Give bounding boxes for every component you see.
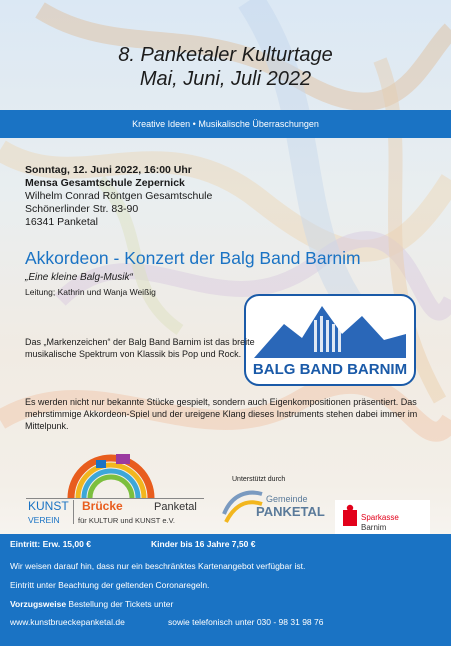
event-date: Sonntag, 12. Juni 2022, 16:00 Uhr — [25, 164, 192, 176]
sparkasse-text-1: Sparkasse — [361, 513, 399, 522]
kunstbruecke-logo — [26, 446, 204, 526]
verein-text: VEREIN — [28, 515, 60, 525]
gemeinde-text: Gemeinde — [266, 494, 308, 504]
event-city: 16341 Panketal — [25, 216, 98, 228]
price-adult: Eintritt: Erw. 15,00 € — [10, 539, 91, 549]
gemeinde-name: PANKETAL — [256, 504, 325, 519]
order-note-rest: Bestellung der Tickets unter — [66, 599, 174, 609]
panketal-text: Panketal — [154, 501, 197, 513]
kunst-tagline: für KULTUR und KUNST e.V. — [78, 516, 175, 525]
ticket-info-box — [0, 534, 451, 646]
event-school: Wilhelm Conrad Röntgen Gesamtschule — [25, 190, 213, 202]
sparkasse-text-2: Barnim — [361, 523, 387, 532]
tagline-banner: Kreative Ideen • Musikalische Überraschungen — [0, 110, 451, 138]
gemeinde-panketal-logo — [222, 480, 332, 524]
description-paragraph-2: Es werden nicht nur bekannte Stücke gespielt, sondern auch Eigenkompositionen präsentiert. Das mehrstimmige Akkordeon-Spiel und der ureigene Klang dieses Instruments stehen dabei immer im Mittelpunk. — [25, 397, 418, 432]
supported-by-label: Unterstützt durch — [232, 476, 286, 483]
event-street: Schönerlinder Str. 83-90 — [25, 203, 139, 215]
note-limited-tickets: Wir weisen darauf hin, dass nur ein beschränktes Kartenangebot verfügbar ist. — [10, 561, 306, 571]
balg-band-logo-text: BALG BAND BARNIM — [252, 361, 408, 378]
concert-leitung: Leitung; Kathrin und Wanja Weißig — [25, 287, 156, 297]
concert-title: Akkordeon - Konzert der Balg Band Barnim — [25, 248, 361, 268]
price-child: Kinder bis 16 Jahre 7,50 € — [151, 539, 256, 549]
website-link[interactable]: www.kunstbrueckepanketal.de — [10, 617, 125, 627]
bruecke-text: Brücke — [82, 499, 123, 513]
order-note-bold: Vorzugsweise — [10, 599, 67, 609]
festival-dates: Mai, Juni, Juli 2022 — [139, 68, 312, 90]
order-note — [10, 599, 173, 609]
phone-info: sowie telefonisch unter 030 - 98 31 98 76 — [168, 617, 324, 627]
note-corona: Eintritt unter Beachtung der geltenden Coronaregeln. — [10, 580, 210, 590]
festival-title: 8. Panketaler Kulturtage — [118, 44, 333, 66]
event-venue: Mensa Gesamtschule Zepernick — [25, 177, 185, 189]
balg-band-logo — [244, 294, 416, 386]
description-paragraph-1: Das „Markenzeichen“ der Balg Band Barnim ist das breite musikalische Spektrum von Klassik bis Pop und Rock. — [25, 337, 255, 360]
concert-subtitle: „Eine kleine Balg-Musik“ — [25, 272, 133, 283]
kunst-text: KUNST — [28, 499, 69, 513]
